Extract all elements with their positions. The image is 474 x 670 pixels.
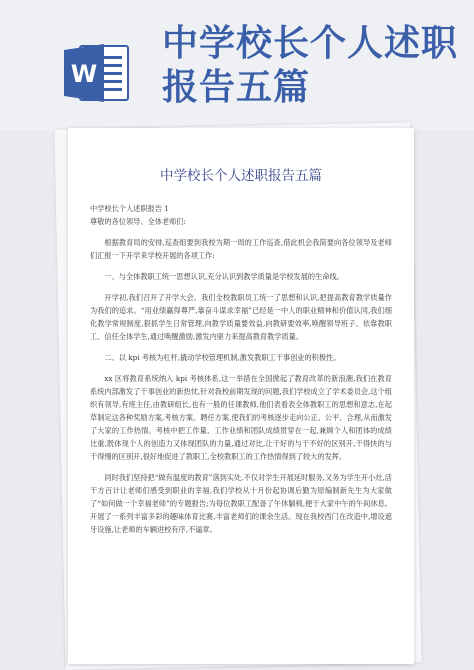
document-title: 中学校长个人述职报告五篇: [160, 168, 322, 184]
paragraph-6: 同时我们坚持把“做有温度的教育”落到实处,不仅对学生开展延时服务,又务为学生开小灶,活干方百计让老师们感受到职业的幸福,我们学校从十月份起协调后勤为原编制新先生为大家做了“如何做一个幸福老师”的专题报告;为每位教职工配备了午休躺椅,便于大家中午的午间休息。开展了一系列丰富多彩的趣味体育比赛,丰富老师们的课余生活。现在我校西门在改造中,增设遮牙设施,让老师的车辆进校有序,不逼章。: [90, 473, 392, 534]
paragraph-4: 二、以 kpi 考核为杠杆,撬动学校管理机制,激发教职工干事创业的积极性。: [104, 353, 341, 362]
banner-title: [162, 22, 462, 110]
salutation: 尊敬的各位领导、全体老师们:: [90, 217, 186, 226]
banner: [0, 0, 474, 130]
paragraph-3: 开学初,我们召开了开学大会。我们全校教职员工统一了思想和认识,把提高教育教学质量作为我们的追求。“用业绩赢得尊严,靠奋斗谋求幸福”已经是一中人的职业精神和价值认同,我们细化教学常规制度,狠抓学生日常管理,向教学质量要效益,向教研要效率,唤醒领导班子、依靠教职工、信任全体学生,通过唤醒激励,激发内驱力来提高教育教学质量。: [90, 293, 392, 341]
word-document-icon: [62, 42, 132, 104]
svg-text:W: W: [70, 60, 98, 88]
banner-title-line2: 报告五篇: [162, 67, 311, 108]
document-page: [68, 128, 414, 664]
document-subtitle: 中学校长个人述职报告 1: [90, 204, 169, 213]
banner-title-line1: 中学校长个人述职: [162, 23, 459, 64]
paragraph-5: xx 区将教育系统纳入 kpi 考核体系,这一举措在全国掀起了教育改革的新浪潮,我们在教育系统内部激发了干事创业的新热忱,针对我校前期发现的问题,我们学校成立了学术委员会,这个组织有领导,有班主任,由教研组长,也有一般的任课教师,他们表看表全体教职工的思想和意志,在起草制定这各种奖励方案,考核方案、聘任方案,使我们的考核逐步走向公正、公平、合理,从而激发了大家的工作热情。考核中把工作量、工作业绩和团队成绩贯穿在一起,兼顾个人和团体的成绩比重,既体现个人的创造力又体现团队的力量,通过对比,让干好的与干不好的区别开,干得快的与干得慢的区别开,很好地促进了教职工,全校教职工的工作热情得到了较大的发挥。: [90, 374, 392, 461]
paragraph-2: 一、与全体教职工统一思想认识,充分认识到教学质量是学校发展的生命线。: [104, 272, 344, 281]
paragraph-1: 根据教育局的安排,巡查组要到我校为期一周的工作巡查,借此机会我简要向各位领导及老师们汇报一下开学来学校开展的各项工作:: [90, 238, 392, 260]
